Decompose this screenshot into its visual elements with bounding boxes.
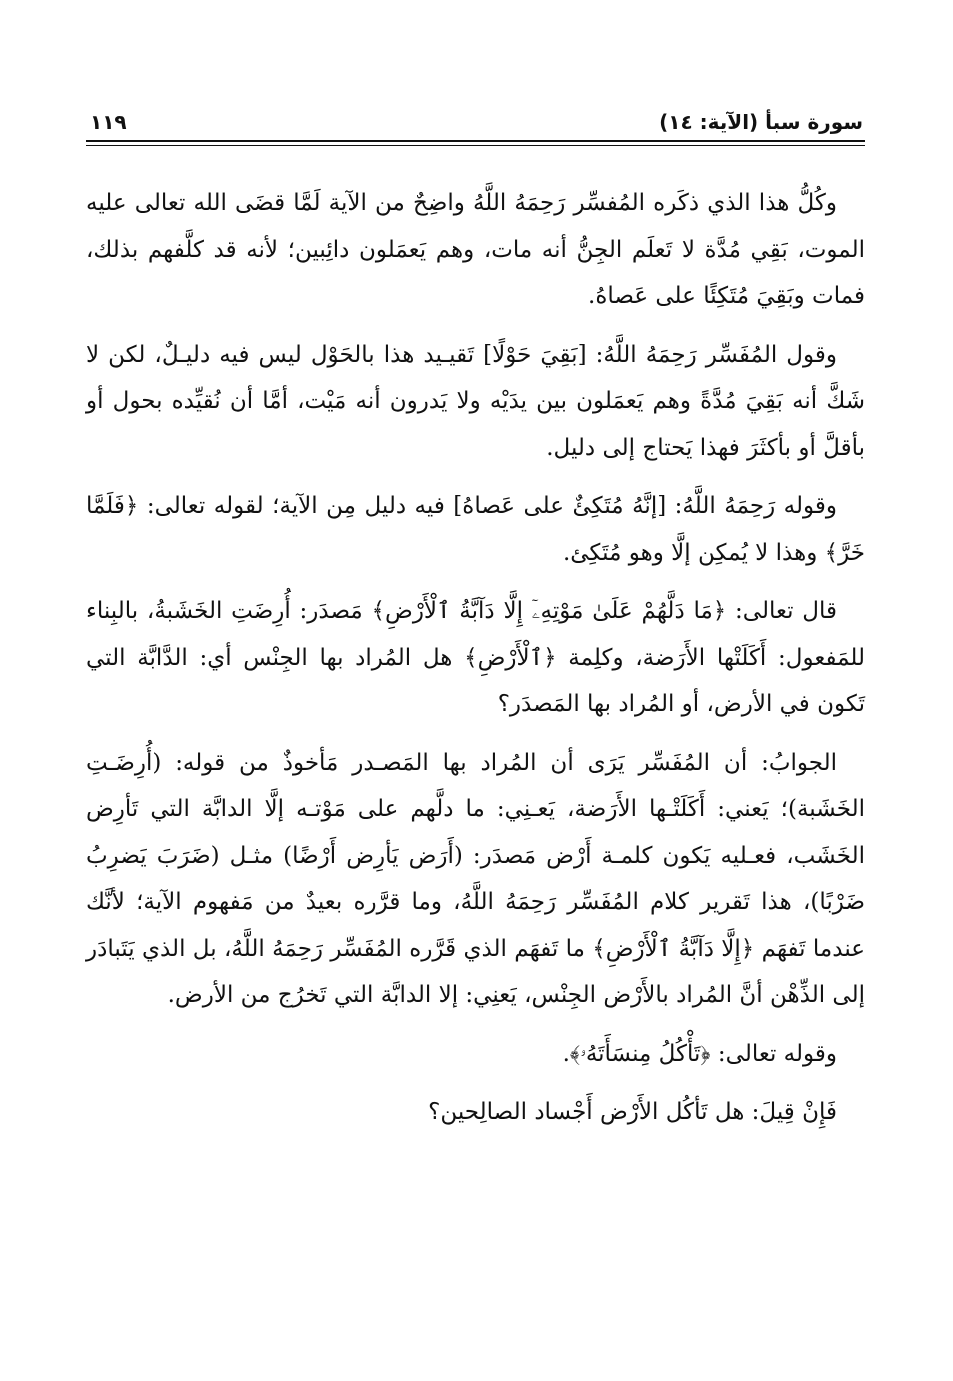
paragraph: وقوله تعالى: ﴿تَأْكُلُ مِنسَأَتَهُۥ﴾.	[562, 1040, 837, 1067]
page-number: ١١٩	[90, 110, 127, 134]
paragraph: فَإِنْ قِيلَ: هل تَأكُل الأَرْض أَجْساد الصالِحين؟	[428, 1099, 837, 1125]
surah-title: سورة سبأ (الآية: ١٤)	[659, 110, 863, 134]
paragraph: وقوله رَحِمَهُ اللَّهُ: [إنَّهُ مُتَكِئٌ على عَصاهُ] فيه دليل مِن الآية؛ لقوله تعالى: ﴿فَلَمَّا خَرَّ﴾ وهذا لا يُمكِن إلَّا وهو مُتَكِئ.	[86, 493, 865, 566]
paragraph: الجوابُ: أن المُفَسِّر يَرَى أن المُراد بها المَصـدر مَأخوذٌ من قوله: (أُرِضَـتِ الخَشَبة)؛ يَعني: أَكَلَتْـها الأَرَضة، يَعـنِي: ما دلَّهم على مَوْتـه إلَّا الدابَّة التي تَأرِض الخَشَب، فعـليه يَكون كلمـة أَرْض مَصدَر: (أَرَض يَأرِض أَرْضًا) مثـل (ضَرَبَ يَضرِبُ ضَرْبًا)، هذا تَقرير كلام المُفَسِّر رَحِمَهُ اللَّهُ، وما قرَّره بعيدٌ من مَفهوم الآية؛ لأنَّك عندما تَفهَم ﴿إِلَّا دَآبَّةُ ٱلْأَرْضِ﴾ ما تَفهَم الذي قَرَّره المُفَسِّر رَحِمَهُ اللَّهُ، بل الذي يَتَبادَر إلى الذِّهْن أنَّ المُراد بالأَرْض الجِنْس، يَعنِي: إلا الدابَّة التي تَخرُج من الأرض.	[86, 749, 865, 1008]
header-rule	[86, 145, 865, 146]
paragraph: وقول المُفَسِّر رَحِمَهُ اللَّهُ: [بَقِيَ حَوْلًا] تَقيـيد هذا بالحَوْل ليس فيه دليـلٌ، لكن لا شَكَّ أنه بَقِيَ مُدَّةً وهم يَعمَلون بين يدَيْه ولا يَدرون أنه مَيْت، أمَّا أن نُقيِّده بحول أو بأقلَّ أو بأكثَرَ فهذا يَحتاج إلى دليل.	[86, 341, 865, 461]
page-body	[86, 180, 865, 1148]
paragraph: وكُلُّ هذا الذي ذكَره المُفسِّر رَحِمَهُ اللَّهُ واضِحٌ من الآية لَمَّا قضَى الله تعالى عليه الموت، بَقِي مُدَّة لا تَعلَم الجِنُّ أنه مات، وهم يَعمَلون دائِبين؛ لأنه قد كلَّفهم بذلك، فمات وبَقِيَ مُتَكِئًا على عَصاهُ.	[86, 190, 865, 309]
paragraph: قال تعالى: ﴿مَا دَلَّهُمْ عَلَىٰ مَوْتِهِۦٓ إِلَّا دَآبَّةُ ٱلْأَرْضِ﴾ مَصدَر: أُرِضَتِ الخَشَبةُ، بالبِناء للمَفعول: أَكَلَتْها الأَرَضة، وكلِمة ﴿ٱلْأَرْضِ﴾ هل المُراد بها الجِنْس أي: الدَّابَّة التي تَكون في الأرض، أو المُراد بها المَصدَر؟	[86, 598, 865, 717]
page-header	[86, 108, 865, 142]
